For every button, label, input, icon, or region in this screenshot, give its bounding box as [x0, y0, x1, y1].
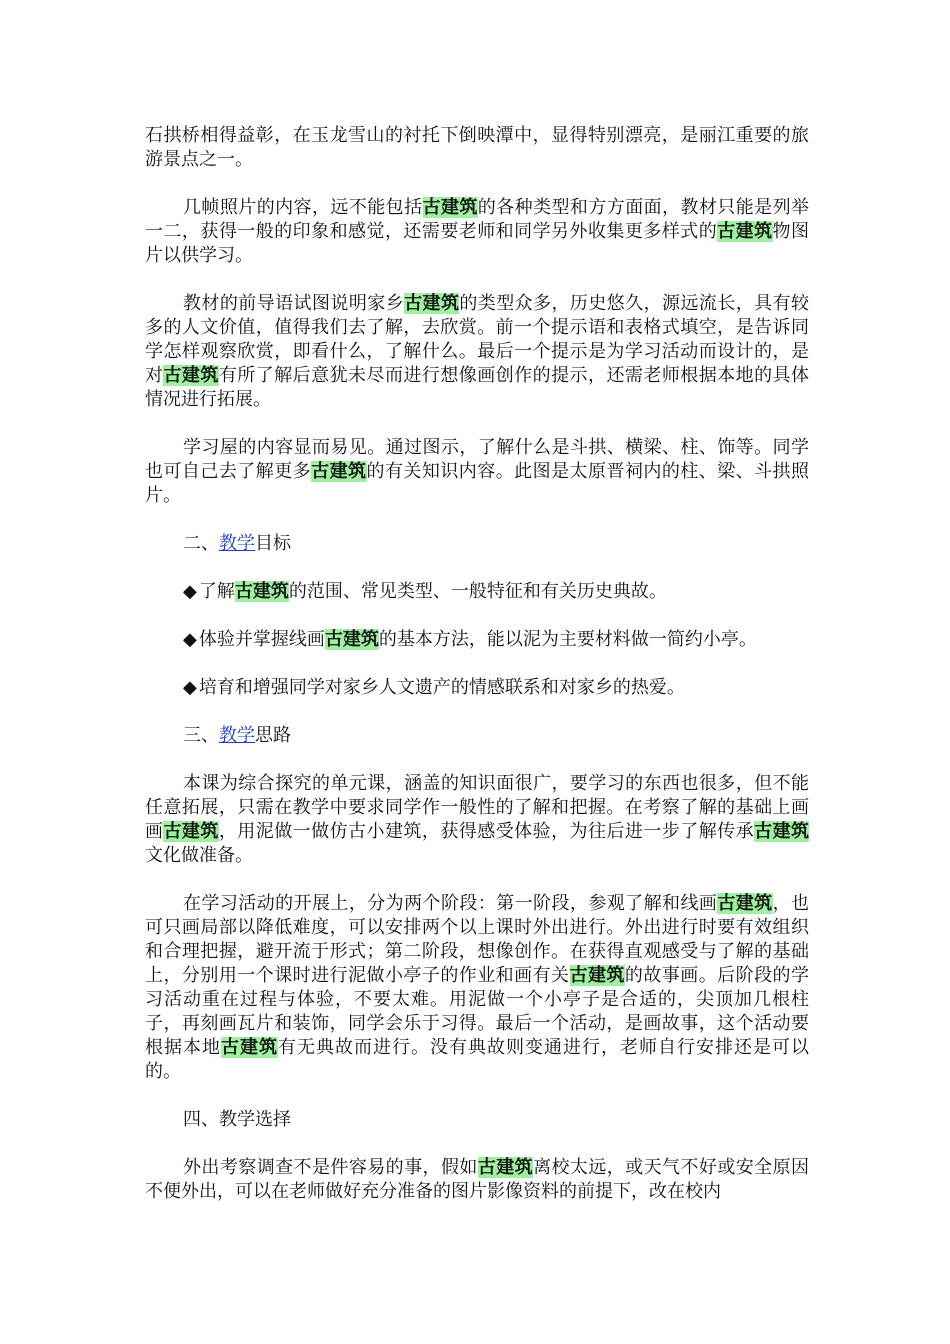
text-run: 石拱桥相得益彰，在玉龙雪山的衬托下倒映潭中，显得特别漂亮，是丽江重要的旅游景点之一。	[145, 125, 809, 170]
keyword-highlight: 古建筑	[311, 461, 367, 482]
text-run: 教材的前导语试图说明家乡	[183, 293, 405, 314]
text-run: 思路	[255, 725, 291, 746]
paragraph	[145, 676, 809, 700]
keyword-highlight: 古建筑	[221, 1037, 278, 1058]
text-run: 目标	[255, 533, 291, 554]
paragraph	[145, 580, 809, 604]
text-run: 有无典故而进行。没有典故则变通进行，老师自行安排还是可以的。	[145, 1037, 809, 1082]
keyword-highlight: 古建筑	[477, 1157, 534, 1178]
diamond-bullet-icon: ◆	[183, 629, 197, 650]
keyword-highlight: 古建筑	[324, 629, 379, 650]
text-run: 培育和增强同学对家乡人文遗产的情感联系和对家乡的热爱。	[198, 677, 685, 698]
paragraph	[145, 124, 809, 172]
paragraph	[145, 724, 809, 748]
text-run: 的基本方法，能以泥为主要材料做一简约小亭。	[378, 629, 757, 650]
document-body	[145, 124, 809, 1228]
keyword-highlight: 古建筑	[234, 581, 289, 602]
text-run: 的各种类型和方方面面，教材只能是列举一二，获得一般的印象和感觉，还需要老师和同学另外收集更多样式的	[145, 197, 810, 242]
text-run: 四、教学选择	[183, 1109, 291, 1130]
keyword-highlight: 古建筑	[404, 293, 460, 314]
text-run: ，也可只画局部以降低难度，可以安排两个以上课时外出进行。外出进行时要有效组织和合理把握，避开流于形式；第二阶段，想像创作。在获得直观感受与了解的基础上，分别用一个课时进行泥做小亭子的作业和画有关	[145, 893, 810, 986]
text-run: 文化做准备。	[145, 845, 253, 866]
paragraph	[145, 196, 809, 268]
keyword-highlight: 古建筑	[163, 365, 219, 386]
paragraph	[145, 772, 809, 868]
paragraph	[145, 1108, 809, 1132]
text-run: 了解	[198, 581, 235, 602]
keyword-highlight: 古建筑	[754, 821, 810, 842]
keyword-link[interactable]: 教学	[219, 725, 255, 746]
keyword-link[interactable]: 教学	[219, 533, 255, 554]
keyword-highlight: 古建筑	[717, 893, 773, 914]
text-run: 离校太远，或天气不好或安全原因不便外出，可以在老师做好充分准备的图片影像资料的前提下，改在校内	[145, 1157, 810, 1202]
diamond-bullet-icon: ◆	[183, 581, 197, 602]
diamond-bullet-icon: ◆	[183, 677, 197, 698]
paragraph	[145, 436, 809, 508]
text-run: 的有关知识内容。此图是太原晋祠内的柱、梁、斗拱照片。	[145, 461, 810, 506]
keyword-highlight: 古建筑	[569, 965, 625, 986]
text-run: 有所了解后意犹未尽而进行想像画创作的提示，还需老师根据本地的具体情况进行拓展。	[145, 365, 810, 410]
text-run: 几帧照片的内容，远不能包括	[183, 197, 423, 218]
text-run: 的类型众多，历史悠久，源远流长，具有较多的人文价值，值得我们去了解，去欣赏。前一个提示语和表格式填空，是告诉同学怎样观察欣赏，即看什么，了解什么。最后一个提示是为学习活动而设计的，是对	[145, 293, 810, 386]
paragraph	[145, 292, 809, 412]
paragraph	[145, 1156, 809, 1204]
text-run: 外出考察调查不是件容易的事，假如	[183, 1157, 478, 1178]
paragraph	[145, 892, 809, 1084]
text-run: 的故事画。后阶段的学习活动重在过程与体验，不要太难。用泥做一个小亭子是合适的，尖顶加几根柱子，再刻画瓦片和装饰，同学会乐于习得。最后一个活动，是画故事，这个活动要根据本地	[145, 965, 810, 1058]
text-run: 体验并掌握线画	[198, 629, 325, 650]
text-run: 学习屋的内容显而易见。通过图示，了解什么是斗拱、横梁、柱、饰等。同学也可自己去了解更多	[145, 437, 809, 482]
text-run: 的范围、常见类型、一般特征和有关历史典故。	[288, 581, 667, 602]
text-run: ，用泥做一做仿古小建筑，获得感受体验，为往后进一步了解传承	[218, 821, 755, 842]
keyword-highlight: 古建筑	[422, 197, 478, 218]
keyword-highlight: 古建筑	[163, 821, 219, 842]
text-run: 物图片以供学习。	[145, 221, 810, 266]
text-run: 二、	[183, 533, 219, 554]
paragraph	[145, 628, 809, 652]
keyword-highlight: 古建筑	[717, 221, 773, 242]
text-run: 在学习活动的开展上，分为两个阶段：第一阶段，参观了解和线画	[183, 893, 718, 914]
text-run: 本课为综合探究的单元课，涵盖的知识面很广，要学习的东西也很多，但不能任意拓展，只需在教学中要求同学作一般性的了解和把握。在考察了解的基础上画画	[145, 773, 809, 842]
text-run: 三、	[183, 725, 219, 746]
paragraph	[145, 532, 809, 556]
